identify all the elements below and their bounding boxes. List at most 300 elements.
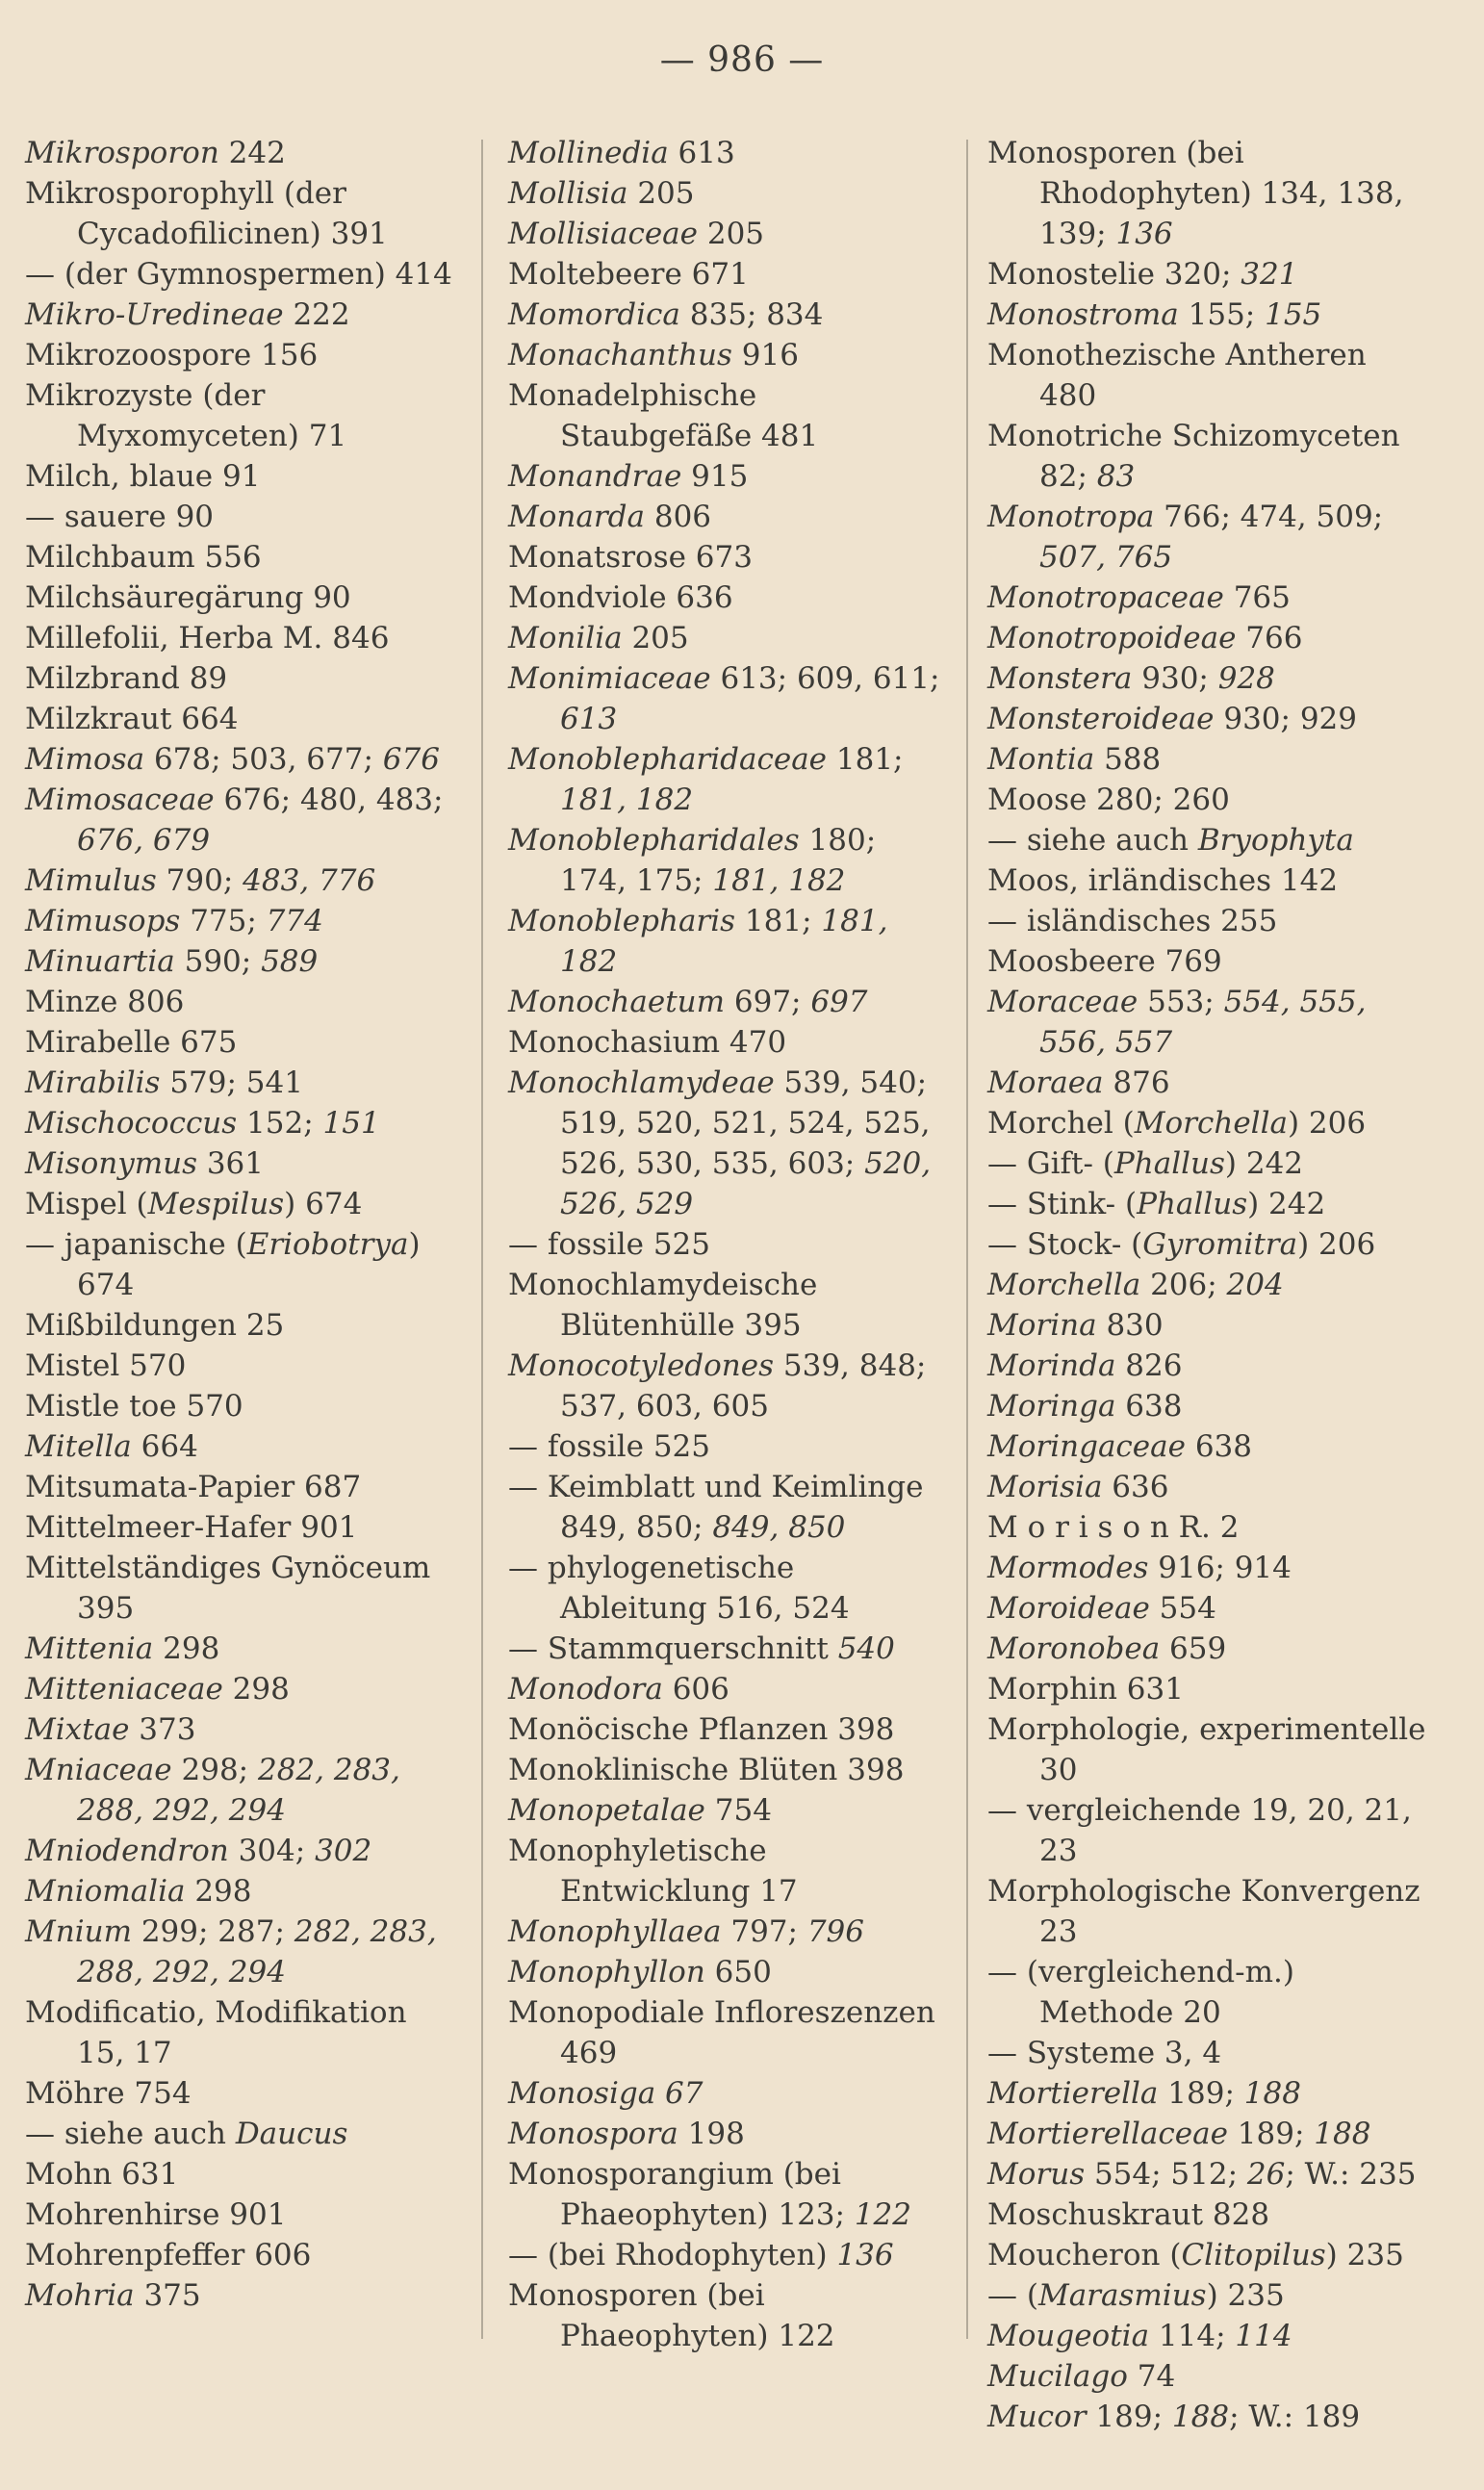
index-term-italic: Mougeotia <box>987 2319 1150 2353</box>
index-text: — (vergleichend-m.) Methode 20 <box>987 1955 1294 2030</box>
index-term-italic: Mespilus <box>147 1187 285 1221</box>
index-term-italic: Mollisia <box>508 176 628 211</box>
index-term-italic: Montia <box>987 742 1095 777</box>
index-text: ; W.: 189 <box>1229 2400 1361 2434</box>
index-term-italic: Monostroma <box>987 297 1179 332</box>
index-entry <box>25 1992 463 2073</box>
index-entry <box>25 1305 463 1346</box>
index-text: 638 <box>1185 1429 1252 1464</box>
index-text: Monöcische Pflanzen 398 <box>508 1712 895 1747</box>
index-term-italic: Mimosaceae <box>25 783 215 817</box>
index-text: Modificatio, Modifikation 15, 17 <box>25 1995 407 2070</box>
index-term-italic: Clitopilus <box>1181 2238 1326 2272</box>
index-term-italic: Mimulus <box>25 863 157 898</box>
index-term-italic: 26 <box>1246 2157 1286 2192</box>
index-term-italic: Moraceae <box>987 985 1139 1019</box>
index-entry <box>508 1265 946 1346</box>
index-entry <box>508 1992 946 2073</box>
index-text: 830 <box>1096 1308 1164 1343</box>
index-entry <box>987 1548 1430 1588</box>
index-term-italic: Monimiaceae <box>508 661 711 696</box>
index-text: 797; <box>721 1914 807 1949</box>
index-entry <box>987 1871 1430 1952</box>
index-text: 189; <box>1227 2117 1315 2151</box>
index-entry <box>508 1629 946 1669</box>
index-text: M o r i s o n R. 2 <box>987 1510 1240 1545</box>
index-text: 304; <box>228 1834 316 1868</box>
index-text: Morphologische Konvergenz 23 <box>987 1874 1420 1949</box>
index-entry <box>25 1184 463 1224</box>
index-entry <box>987 1507 1430 1548</box>
page-number: — 986 — <box>659 40 825 80</box>
index-entry <box>987 2316 1430 2356</box>
index-text: 189; <box>1086 2400 1172 2434</box>
index-text: 826 <box>1115 1348 1183 1383</box>
index-entry <box>508 1346 946 1426</box>
index-entry <box>25 618 463 658</box>
index-entry <box>25 1629 463 1669</box>
index-term-italic: 676 <box>382 742 440 777</box>
index-text: Moosbeere 769 <box>987 944 1222 979</box>
index-text: ) 242 <box>1224 1146 1304 1181</box>
index-term-italic: Gyromitra <box>1142 1227 1298 1262</box>
index-term-italic: Monodora <box>508 1672 663 1707</box>
index-entry <box>987 1709 1430 1790</box>
index-term-italic: Daucus <box>235 2117 348 2151</box>
index-entry <box>25 2275 463 2316</box>
index-text: ) 674 <box>284 1187 363 1221</box>
index-text: Mistle toe 570 <box>25 1389 243 1424</box>
index-text: ) 242 <box>1247 1187 1326 1221</box>
column-divider <box>966 140 968 2339</box>
index-text: Monophyletische Entwicklung 17 <box>508 1834 798 1909</box>
index-entry <box>987 2154 1430 2195</box>
index-entry <box>987 133 1430 254</box>
index-entry <box>987 941 1430 982</box>
index-entry <box>25 860 463 901</box>
index-term-italic: Moroideae <box>987 1591 1150 1626</box>
index-entry <box>508 1063 946 1224</box>
index-text: 916 <box>731 338 799 372</box>
index-entry <box>25 1548 463 1629</box>
index-text: 299; 287; <box>131 1914 294 1949</box>
index-entry <box>508 214 946 254</box>
index-term-italic: 188 <box>1171 2400 1230 2434</box>
index-entry <box>508 1952 946 1992</box>
index-text: — sauere 90 <box>25 500 215 534</box>
index-term-italic: 136 <box>836 2238 894 2272</box>
index-term-italic: 520, 526, 529 <box>560 1146 932 1221</box>
index-term-italic: 114 <box>1235 2319 1292 2353</box>
index-term-italic: 282, 283, 288, 292, 294 <box>77 1753 400 1828</box>
index-term-italic: 554, 555, 556, 557 <box>1039 985 1367 1060</box>
index-text: Mikrosporophyll (der Cycadofilicinen) 391 <box>25 176 388 251</box>
index-term-italic: Moringa <box>987 1389 1116 1424</box>
index-text: — Gift- ( <box>987 1146 1114 1181</box>
index-term-italic: Mniodendron <box>25 1834 229 1868</box>
index-text: 678; 503, 677; <box>144 742 383 777</box>
index-term-italic: Mirabilis <box>25 1065 161 1100</box>
index-text: Monotriche Schizomyceten 82; <box>987 419 1400 494</box>
index-term-italic: Monotropaceae <box>987 580 1224 615</box>
index-entry <box>25 1063 463 1103</box>
index-entry <box>508 1548 946 1629</box>
index-entry <box>25 2235 463 2275</box>
index-term-italic: 136 <box>1115 217 1173 251</box>
index-text: — Stammquerschnitt <box>508 1631 838 1666</box>
index-entry <box>987 1346 1430 1386</box>
index-text: 375 <box>134 2278 201 2313</box>
index-term-italic: Moronobea <box>987 1631 1161 1666</box>
index-entry <box>987 1952 1430 2033</box>
index-term-italic: Monochlamydeae <box>508 1065 775 1100</box>
index-text: 298 <box>185 1874 252 1909</box>
index-column-3 <box>987 133 1430 2437</box>
index-term-italic: Monotropoideae <box>987 621 1237 655</box>
index-text: Moose 280; 260 <box>987 783 1230 817</box>
index-text: 664 <box>131 1429 198 1464</box>
index-text: 181; <box>827 742 904 777</box>
index-term-italic: Phallus <box>1137 1187 1248 1221</box>
index-entry <box>987 982 1430 1063</box>
index-column-1 <box>25 133 463 2316</box>
index-term-italic: Monsteroideae <box>987 702 1215 736</box>
index-entry <box>25 901 463 941</box>
index-term-italic: Monandrae <box>508 459 682 494</box>
index-text: 765 <box>1223 580 1291 615</box>
column-divider <box>481 140 483 2339</box>
index-entry <box>25 1143 463 1184</box>
index-entry <box>25 699 463 739</box>
index-entry <box>25 1386 463 1426</box>
index-text: 636 <box>1102 1470 1169 1504</box>
index-entry <box>25 2114 463 2154</box>
index-entry <box>987 739 1430 780</box>
index-text: 181; <box>735 904 822 938</box>
index-text: 361 <box>196 1146 265 1181</box>
index-text: — (bei Rhodophyten) <box>508 2238 837 2272</box>
index-entry <box>508 2114 946 2154</box>
index-text: Monostelie 320; <box>987 257 1241 292</box>
index-entry <box>987 780 1430 820</box>
index-entry <box>987 578 1430 618</box>
index-term-italic: Morina <box>987 1308 1097 1343</box>
index-entry <box>25 1669 463 1709</box>
index-text: 659 <box>1160 1631 1227 1666</box>
index-text: 114; <box>1149 2319 1236 2353</box>
index-text: Milch, blaue 91 <box>25 459 261 494</box>
index-text: ; W.: 235 <box>1285 2157 1417 2192</box>
index-entry <box>987 699 1430 739</box>
index-entry <box>508 982 946 1022</box>
index-text: 916; 914 <box>1148 1551 1292 1585</box>
index-term-italic: Monosiga <box>508 2076 656 2111</box>
index-text: Milzbrand 89 <box>25 661 228 696</box>
index-term-italic: 676, 679 <box>77 823 211 858</box>
index-entry <box>987 820 1430 860</box>
index-text: 697; <box>725 985 811 1019</box>
index-term-italic: Minuartia <box>25 944 175 979</box>
index-term-italic: 928 <box>1217 661 1275 696</box>
index-text: — vergleichende 19, 20, 21, 23 <box>987 1793 1412 1868</box>
index-entry <box>987 618 1430 658</box>
index-text: 206; <box>1140 1268 1227 1302</box>
index-term-italic: Morisia <box>987 1470 1103 1504</box>
index-entry <box>25 173 463 254</box>
index-term-italic: 774 <box>266 904 323 938</box>
index-text: Millefolii, Herba M. 846 <box>25 621 390 655</box>
index-text: 74 <box>1127 2359 1176 2394</box>
index-entry <box>25 941 463 982</box>
index-text: 613; 609, 611; <box>710 661 940 696</box>
index-term-italic: 83 <box>1096 459 1136 494</box>
index-entry <box>987 497 1430 578</box>
index-term-italic: Morinda <box>987 1348 1116 1383</box>
index-text: 198 <box>678 2117 745 2151</box>
index-entry <box>508 658 946 739</box>
index-term-italic: Mucilago <box>987 2359 1128 2394</box>
index-text: — ( <box>987 2278 1038 2313</box>
index-entry <box>508 1224 946 1265</box>
index-entry <box>25 982 463 1022</box>
index-text: 553; <box>1138 985 1224 1019</box>
index-text: 373 <box>129 1712 196 1747</box>
index-entry <box>987 1669 1430 1709</box>
index-text: ) 235 <box>1206 2278 1285 2313</box>
index-entry <box>987 1790 1430 1871</box>
index-term-italic: 697 <box>810 985 868 1019</box>
index-entry <box>987 2033 1430 2073</box>
index-text: Morphin 631 <box>987 1672 1184 1707</box>
index-text: — fossile 525 <box>508 1429 711 1464</box>
index-text: ) 235 <box>1325 2238 1404 2272</box>
index-term-italic: 188 <box>1314 2117 1371 2151</box>
index-term-italic: Mollinedia <box>508 136 669 170</box>
index-term-italic: Mniomalia <box>25 1874 186 1909</box>
index-entry <box>987 1063 1430 1103</box>
index-entry <box>508 1912 946 1952</box>
index-entry <box>508 1831 946 1912</box>
index-text: ) 206 <box>1287 1106 1367 1141</box>
index-entry <box>25 1022 463 1063</box>
index-term-italic: Monophyllaea <box>508 1914 722 1949</box>
index-text: 205 <box>622 621 689 655</box>
index-text: 298; <box>171 1753 258 1787</box>
index-term-italic: Mohria <box>25 2278 135 2313</box>
index-term-italic: Mnium <box>25 1914 132 1949</box>
index-text: Moschuskraut 828 <box>987 2197 1270 2232</box>
index-term-italic: 181, 182 <box>712 863 846 898</box>
index-entry <box>987 1184 1430 1224</box>
index-text: Monosporen (bei Phaeophyten) 122 <box>508 2278 835 2353</box>
index-term-italic: Monocotyledones <box>508 1348 775 1383</box>
index-text: 205 <box>698 217 765 251</box>
index-entry <box>25 2154 463 2195</box>
index-entry <box>987 1588 1430 1629</box>
index-term-italic: Monstera <box>987 661 1133 696</box>
index-text: 590; <box>174 944 262 979</box>
index-entry <box>25 1224 463 1305</box>
index-term-italic: Monochaetum <box>508 985 726 1019</box>
index-entry <box>25 578 463 618</box>
index-term-italic: 67 <box>665 2076 704 2111</box>
index-text: Monochlamydeische Blütenhülle 395 <box>508 1268 818 1343</box>
index-text: Monosporangium (bei Phaeophyten) 123; <box>508 2157 855 2232</box>
index-text: — Stock- ( <box>987 1227 1143 1262</box>
index-entry <box>987 658 1430 699</box>
index-term-italic: 282, 283, 288, 292, 294 <box>77 1914 437 1989</box>
index-entry <box>987 295 1430 335</box>
index-term-italic: Mitella <box>25 1429 132 1464</box>
index-text: 876 <box>1103 1065 1170 1100</box>
index-text: Mirabelle 675 <box>25 1025 238 1060</box>
index-text: — fossile 525 <box>508 1227 711 1262</box>
index-text: — (der Gymnospermen) 414 <box>25 257 452 292</box>
index-text: 554; 512; <box>1085 2157 1247 2192</box>
index-entry <box>25 780 463 860</box>
index-text: — Stink- ( <box>987 1187 1138 1221</box>
index-term-italic: 122 <box>854 2197 911 2232</box>
index-text: — siehe auch <box>25 2117 236 2151</box>
index-entry <box>25 1426 463 1467</box>
index-text: Mikrozoospore 156 <box>25 338 319 372</box>
index-term-italic: Mortierella <box>987 2076 1159 2111</box>
index-entry <box>508 2235 946 2275</box>
index-entry <box>25 335 463 375</box>
index-term-italic: Monophyllon <box>508 1955 705 1989</box>
index-term-italic: Moraea <box>987 1065 1104 1100</box>
index-term-italic: 151 <box>322 1106 380 1141</box>
index-text: Monopodiale Infloreszenzen 469 <box>508 1995 935 2070</box>
index-entry <box>508 1467 946 1548</box>
index-entry <box>25 1750 463 1831</box>
index-term-italic: Monoblepharis <box>508 904 736 938</box>
index-text: 588 <box>1094 742 1162 777</box>
index-entry <box>508 820 946 901</box>
index-text: Mohrenpfeffer 606 <box>25 2238 312 2272</box>
index-term-italic: Mitteniaceae <box>25 1672 223 1707</box>
index-text: 222 <box>283 297 350 332</box>
index-term-italic: Mollisiaceae <box>508 217 698 251</box>
index-text: Monadelphische Staubgefäße 481 <box>508 378 819 453</box>
index-term-italic: 613 <box>560 702 618 736</box>
index-entry <box>25 456 463 497</box>
index-entry <box>25 1871 463 1912</box>
index-text: Minze 806 <box>25 985 185 1019</box>
index-text: 638 <box>1115 1389 1183 1424</box>
index-text: — isländisches 255 <box>987 904 1278 938</box>
index-text: 930; 929 <box>1214 702 1357 736</box>
index-text: — siehe auch <box>987 823 1198 858</box>
index-term-italic: Monachanthus <box>508 338 732 372</box>
index-term-italic: Mormodes <box>987 1551 1149 1585</box>
index-term-italic: Monopetalae <box>508 1793 705 1828</box>
index-entry <box>508 133 946 173</box>
index-entry <box>25 2073 463 2114</box>
index-text: 152; <box>237 1106 323 1141</box>
index-text: Mohrenhirse 901 <box>25 2197 287 2232</box>
index-text: 650 <box>704 1955 772 1989</box>
index-term-italic: Phallus <box>1113 1146 1225 1181</box>
index-term-italic: 849, 850 <box>712 1510 846 1545</box>
index-text: 298 <box>222 1672 290 1707</box>
index-column-2 <box>508 133 946 2356</box>
index-entry <box>987 2073 1430 2114</box>
index-term-italic: 321 <box>1241 257 1298 292</box>
index-entry <box>25 1103 463 1143</box>
index-term-italic: Mucor <box>987 2400 1087 2434</box>
index-text: 775; <box>180 904 267 938</box>
index-entry <box>508 1750 946 1790</box>
index-entry <box>25 133 463 173</box>
index-entry <box>25 739 463 780</box>
index-term-italic: 589 <box>261 944 319 979</box>
index-text: 790; <box>156 863 243 898</box>
index-text: Mißbildungen 25 <box>25 1308 285 1343</box>
index-text: Mondviole 636 <box>508 580 733 615</box>
index-entry <box>987 1224 1430 1265</box>
index-text: Mistel 570 <box>25 1348 187 1383</box>
index-text <box>655 2076 665 2111</box>
index-text: 676; 480, 483; <box>214 783 444 817</box>
index-term-italic: Morus <box>987 2157 1086 2192</box>
index-entry <box>508 1022 946 1063</box>
index-entry <box>987 2275 1430 2316</box>
index-text: ) 674 <box>77 1227 421 1302</box>
index-entry <box>508 1669 946 1709</box>
index-entry <box>25 497 463 537</box>
index-entry <box>987 2397 1430 2437</box>
index-text: 766; 474, 509; <box>1154 500 1384 534</box>
index-entry <box>987 1103 1430 1143</box>
index-term-italic: Mniaceae <box>25 1753 172 1787</box>
index-entry <box>987 335 1430 416</box>
index-text: 539, 540; 519, 520, 521, 524, 525, 526, 530, 535, 603; <box>560 1065 931 1181</box>
index-term-italic: Eriobotrya <box>246 1227 409 1262</box>
index-text: 606 <box>662 1672 729 1707</box>
index-text: Monatsrose 673 <box>508 540 753 575</box>
index-text: Milchbaum 556 <box>25 540 262 575</box>
index-term-italic: 540 <box>837 1631 895 1666</box>
index-entry <box>508 2275 946 2356</box>
index-term-italic: Mixtae <box>25 1712 130 1747</box>
index-entry <box>987 860 1430 901</box>
index-term-italic: Misonymus <box>25 1146 197 1181</box>
index-text: Moos, irländisches 142 <box>987 863 1339 898</box>
index-entry <box>987 1386 1430 1426</box>
index-text: Morphologie, experimentelle 30 <box>987 1712 1426 1787</box>
index-entry <box>987 2114 1430 2154</box>
index-entry <box>508 537 946 578</box>
index-text: — Systeme 3, 4 <box>987 2036 1222 2070</box>
index-text: 766 <box>1236 621 1303 655</box>
index-text: 155; <box>1178 297 1266 332</box>
index-text: Möhre 754 <box>25 2076 192 2111</box>
index-text: 806 <box>645 500 712 534</box>
index-text: — phylogenetische Ableitung 516, 524 <box>508 1551 850 1626</box>
index-text: Monothezische Antheren 480 <box>987 338 1367 413</box>
index-term-italic: 188 <box>1243 2076 1301 2111</box>
index-entry <box>987 1629 1430 1669</box>
index-term-italic: 483, 776 <box>243 863 376 898</box>
index-term-italic: 181, 182 <box>560 783 694 817</box>
index-text: Mittelständiges Gynöceum 395 <box>25 1551 431 1626</box>
index-entry <box>508 295 946 335</box>
index-entry <box>25 1467 463 1507</box>
index-entry <box>25 2195 463 2235</box>
index-text: 915 <box>681 459 749 494</box>
index-entry <box>508 2073 946 2114</box>
